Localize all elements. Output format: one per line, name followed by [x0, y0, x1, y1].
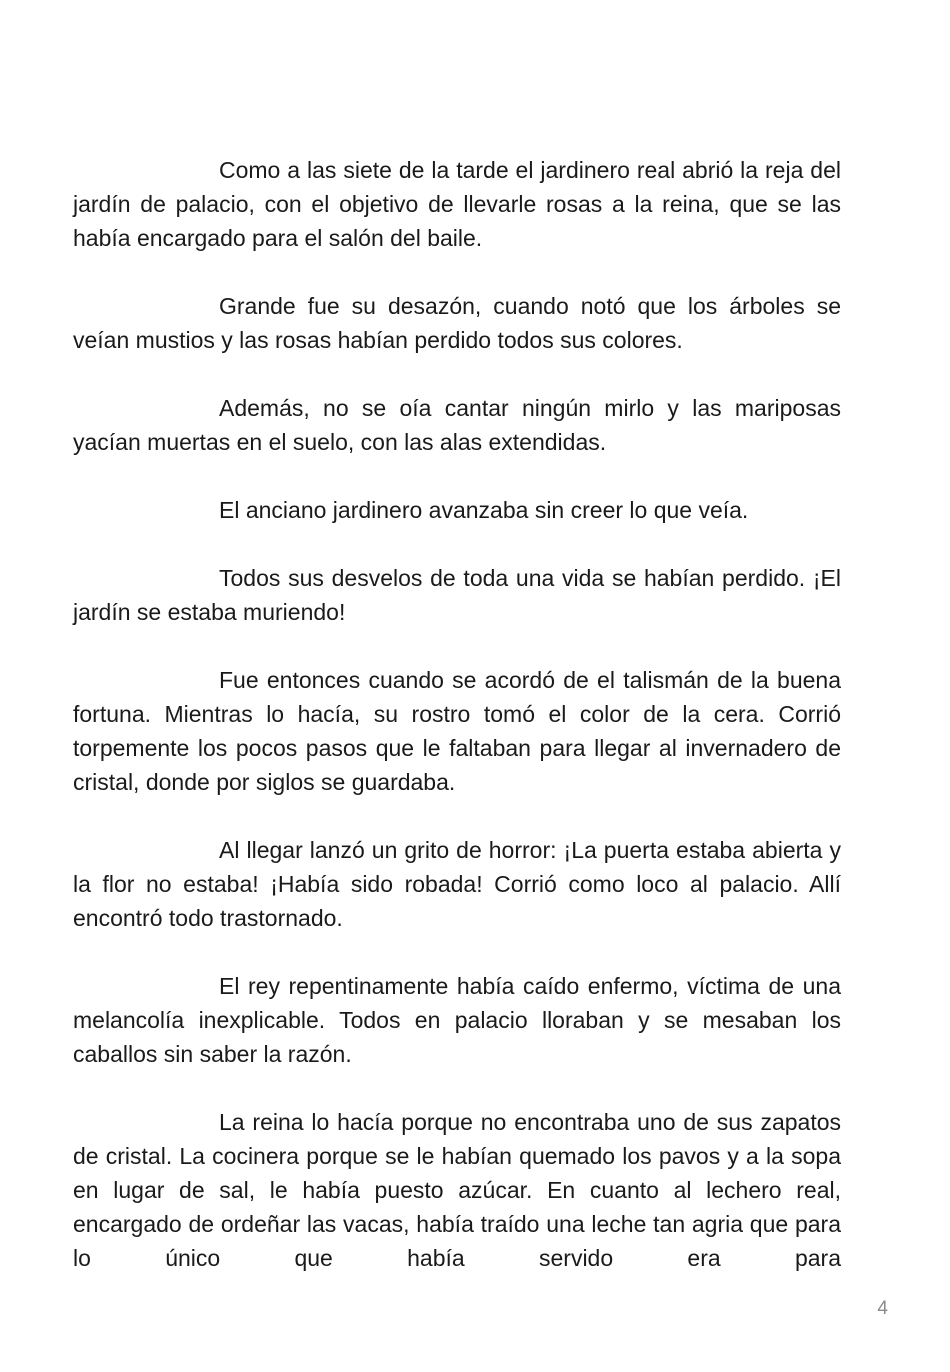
paragraph-4: El anciano jardinero avanzaba sin creer lo que veía.: [219, 497, 749, 523]
paragraph-8: El rey repentinamente había caído enfermo, víctima de una melancolía inexplicable. Todos en palacio lloraban y se mesaban los caballos sin saber la razón.: [73, 973, 841, 1067]
paragraph-9: La reina lo hacía porque no encontraba uno de sus zapatos de cristal. La cocinera porque se le habían quemado los pavos y a la sopa en lugar de sal, le había puesto azúcar. En cuanto al lechero real, encargado de ordeñar las vacas, había traído una leche tan agria que para lo único que había servido era para: [73, 1109, 841, 1271]
paragraph-5: Todos sus desvelos de toda una vida se habían perdido. ¡El jardín se estaba muriendo!: [73, 565, 841, 625]
paragraph-7: Al llegar lanzó un grito de horror: ¡La puerta estaba abierta y la flor no estaba! ¡Había sido robada! Corrió como loco al palacio. Allí encontró todo trastornado.: [73, 837, 841, 931]
page-number: 4: [877, 1298, 888, 1319]
paragraph-1: Como a las siete de la tarde el jardinero real abrió la reja del jardín de palacio, con el objetivo de llevarle rosas a la reina, que se las había encargado para el salón del baile.: [73, 157, 841, 251]
paragraph-6: Fue entonces cuando se acordó de el talismán de la buena fortuna. Mientras lo hacía, su rostro tomó el color de la cera. Corrió torpemente los pocos pasos que le faltaban para llegar al invernadero de cristal, donde por siglos se guardaba.: [73, 667, 841, 795]
paragraph-2: Grande fue su desazón, cuando notó que los árboles se veían mustios y las rosas habían perdido todos sus colores.: [73, 293, 841, 353]
paragraph-3: Además, no se oía cantar ningún mirlo y las mariposas yacían muertas en el suelo, con las alas extendidas.: [73, 395, 841, 455]
page-body: [73, 153, 841, 1275]
